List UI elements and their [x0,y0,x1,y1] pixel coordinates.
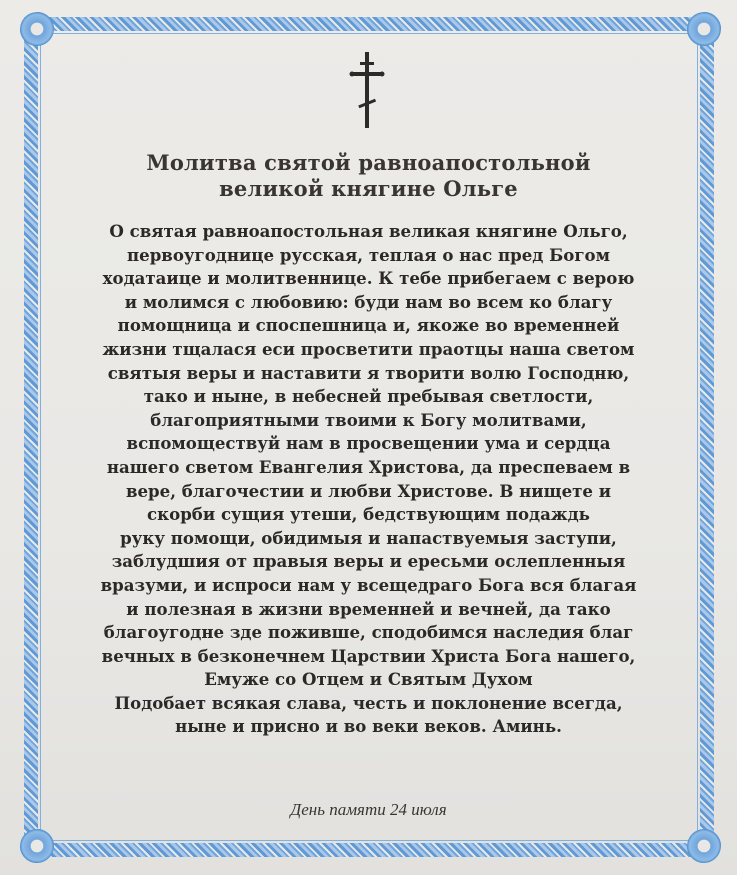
corner-ornament-icon [20,829,54,863]
prayer-line: вере, благочестии и любви Христове. В нищете и [125,480,612,501]
feast-day-note: День памяти 24 июля [290,800,447,819]
prayer-line: и молимся с любовию: буди нам во всем ко благу [124,291,613,312]
prayer-line: благоугодне зде поживше, сподобимся наследия благ [103,622,634,643]
corner-ornament-icon [687,829,721,863]
corner-ornament-icon [20,12,54,46]
corner-ornament-icon [687,12,721,46]
prayer-line: вспомоществуй нам в просвещении ума и сердца [126,433,611,454]
prayer-line: и полезная в жизни временней и вечней, да тако [126,598,611,619]
prayer-line: О святая равноапостольная великая княгине Ольго, [109,221,628,241]
prayer-line: ныне и присно и во веки веков. Аминь. [175,716,562,737]
prayer-line: нашего светом Евангелия Христова, да преспеваем в [106,456,631,477]
prayer-line: заблудшия от правыя веры и ересьми ослепленныя [111,551,626,572]
prayer-line: первоугоднице русская, теплая о нас пред Богом [127,244,610,265]
prayer-line: святыя веры и наставити я творити волю Господню, [107,362,630,383]
prayer-line: скорби сущия утеши, бедствующим подаждь [147,504,590,525]
prayer-line: Подобает всякая слава, честь и поклонение всегда, [114,692,623,713]
prayer-line: вечных в безконечнем Царствии Христа Бога нашего, [101,645,636,666]
prayer-line: руку помощи, обидимыя и напаствуемыя заступи, [120,527,617,548]
prayer-text [0,220,737,739]
prayer-title-line-2: великой княгине Ольге [219,176,518,201]
prayer-line: тако и ныне, в небесней пребывая светлости, [143,386,594,407]
prayer-line: вразуми, и испроси нам у всещедраго Бога вся благая [100,574,637,595]
prayer-line: благоприятными твоими к Богу молитвами, [150,409,587,430]
prayer-line: ходатаице и молитвеннице. К тебе прибегаем с верою [102,268,635,289]
prayer-line: помощница и споспешница и, якоже во временней [117,315,620,336]
orthodox-cross-icon [349,50,385,130]
prayer-line: жизни тщалася еси просветити праотцы наша светом [102,338,635,359]
prayer-line: Емуже со Отцем и Святым Духом [204,669,533,690]
prayer-title-line-1: Молитва святой равноапостольной [146,150,591,175]
